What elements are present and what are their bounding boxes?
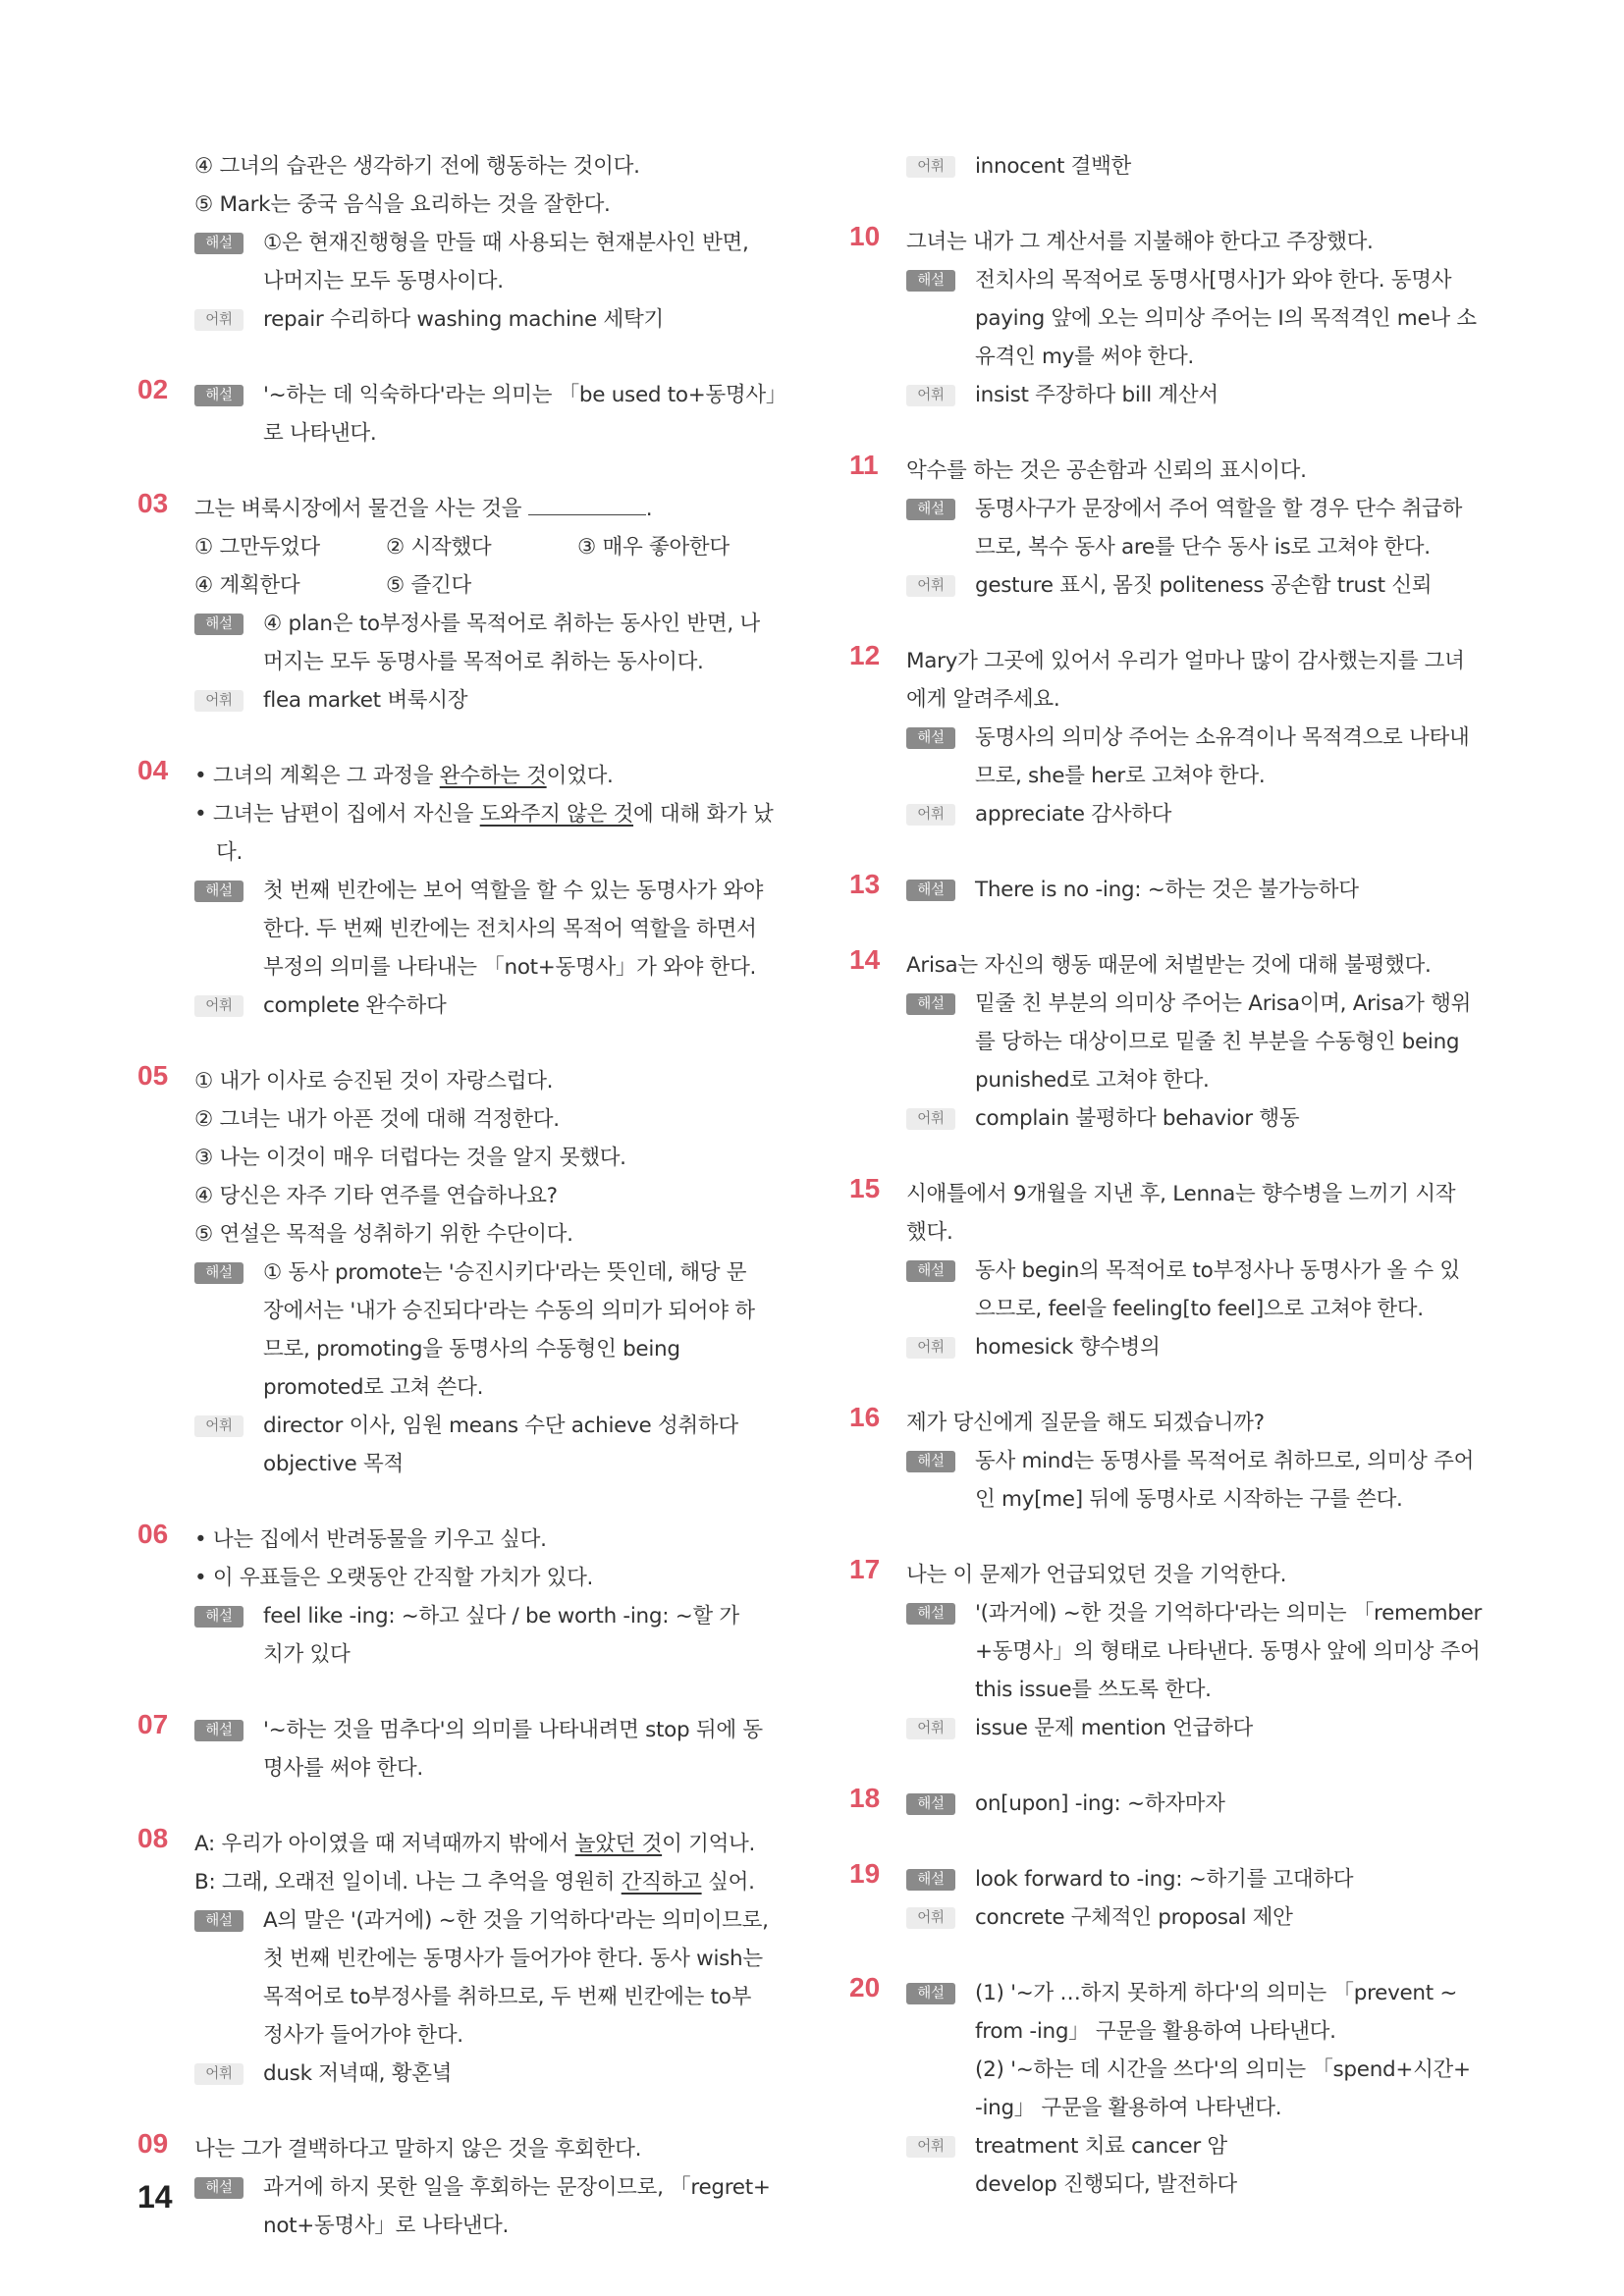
option-4: ④ 당신은 자주 기타 연주를 연습하나요?: [194, 1184, 558, 1208]
explanation-line: promoted로 고쳐 쓴다.: [263, 1375, 484, 1400]
explanation: [194, 2168, 785, 2245]
dialogue-text: 이 기억나.: [662, 1832, 756, 1856]
question-number: 20: [849, 1972, 881, 2002]
explanation-line: punished로 고쳐야 한다.: [975, 1068, 1210, 1093]
vocabulary-badge: 어휘: [194, 2063, 244, 2085]
question-stem: 악수를 하는 것은 공손함과 신뢰의 표시이다.: [906, 458, 1307, 483]
explanation-line: 첫 번째 빈칸에는 동명사가 들어가야 한다. 동사 wish는: [263, 1947, 763, 1971]
vocabulary: [906, 1099, 1486, 1138]
explanation-line: '~하는 데 익숙하다'라는 의미는 「be used to+동명사」: [263, 383, 787, 407]
vocabulary-line: insist 주장하다 bill 계산서: [975, 383, 1218, 407]
question-number: 15: [849, 1173, 881, 1203]
dialogue-line-a: [194, 1825, 785, 1863]
underlined-text: 간직하고: [621, 1870, 702, 1895]
bullet-sentence: • 이 우표들은 오랫동안 간직할 가치가 있다.: [194, 1566, 594, 1590]
explanation-line: 유격인 my를 써야 한다.: [975, 345, 1194, 369]
explanation-line: +동명사」의 형태로 나타낸다. 동명사 앞에 의미상 주어: [975, 1639, 1481, 1664]
option-1: ① 그만두었다: [194, 535, 320, 560]
explanation: [194, 376, 785, 453]
question-14: [849, 946, 1486, 1138]
vocabulary-badge: 어휘: [194, 995, 244, 1017]
explanation-badge: 해설: [906, 727, 955, 749]
question-13: [849, 871, 1486, 909]
question-stem: Arisa는 자신의 행동 때문에 처벌받는 것에 대해 불평했다.: [906, 953, 1432, 978]
question-stem: 했다.: [906, 1220, 953, 1245]
explanation: [906, 985, 1486, 1099]
explanation-badge: 해설: [194, 614, 244, 635]
explanation-badge: 해설: [906, 1983, 955, 2004]
question-01: [137, 147, 785, 339]
explanation-line: 동명사구가 문장에서 주어 역할을 할 경우 단수 취급하: [975, 497, 1463, 521]
vocabulary-badge: 어휘: [906, 156, 955, 178]
question-05: [137, 1062, 785, 1483]
explanation-line: 장에서는 '내가 승진되다'라는 수동의 의미가 되어야 하: [263, 1299, 755, 1323]
explanation-line: (2) '~하는 데 시간을 쓰다'의 의미는 「spend+시간+: [975, 2057, 1471, 2082]
explanation-badge: 해설: [194, 1262, 244, 1284]
question-stem: 시애틀에서 9개월을 지낸 후, Lenna는 향수병을 느끼기 시작: [906, 1182, 1456, 1206]
explanation-part-1: [975, 1974, 1486, 2051]
sentence-text: • 그녀는 남편이 집에서 자신을: [194, 802, 480, 827]
question-17: [849, 1556, 1486, 1747]
explanation-line: 므로, 복수 동사 are를 단수 동사 is로 고쳐야 한다.: [975, 535, 1431, 560]
question-number: 05: [137, 1060, 169, 1091]
question-09: [137, 2130, 785, 2245]
dialogue-text: 싶어.: [701, 1870, 755, 1895]
explanation-line: A의 말은 '(과거에) ~한 것을 기억하다'라는 의미이므로,: [263, 1908, 769, 1933]
underlined-text: 도와주지 않은 것: [479, 802, 634, 827]
explanation-line: 로 나타낸다.: [263, 421, 377, 446]
vocabulary-line: objective 목적: [263, 1452, 404, 1476]
explanation-line: 전치사의 목적어로 동명사[명사]가 와야 한다. 동명사: [975, 268, 1452, 293]
vocabulary: [906, 795, 1486, 833]
explanation-line: 과거에 하지 못한 일을 후회하는 문장이므로, 「regret+: [263, 2175, 771, 2200]
explanation-line: 를 당하는 대상이므로 밑줄 친 부분을 수동형인 being: [975, 1030, 1460, 1054]
bullet-sentence: • 나는 집에서 반려동물을 키우고 싶다.: [194, 1527, 547, 1552]
explanation-line: 목적어로 to부정사를 취하므로, 두 번째 빈칸에는 to부: [263, 1985, 752, 2009]
vocabulary-line: treatment 치료 cancer 암: [975, 2134, 1227, 2159]
option-3: ③ 매우 좋아한다: [577, 535, 730, 560]
option-5: ⑤ 즐긴다: [386, 573, 471, 598]
question-number: 19: [849, 1858, 881, 1889]
explanation-line: 으므로, feel을 feeling[to feel]으로 고쳐야 한다.: [975, 1297, 1424, 1321]
question-stem: 나는 이 문제가 언급되었던 것을 기억한다.: [906, 1563, 1287, 1587]
question-16: [849, 1404, 1486, 1519]
explanation-badge: 해설: [194, 1606, 244, 1628]
vocabulary: [194, 300, 785, 339]
page-number: 14: [137, 2179, 173, 2215]
left-column: [137, 147, 785, 2282]
question-number: 02: [137, 374, 169, 404]
explanation: [906, 1594, 1486, 1709]
sentence-text: 이었다.: [546, 764, 614, 788]
question-20: [849, 1974, 1486, 2204]
options: [194, 528, 785, 605]
vocabulary-line: complain 불평하다 behavior 행동: [975, 1106, 1300, 1131]
question-number: 13: [849, 869, 881, 899]
explanation-line: ①은 현재진행형을 만들 때 사용되는 현재분사인 반면,: [263, 231, 749, 255]
question-number: 07: [137, 1709, 169, 1739]
explanation: [906, 719, 1486, 795]
question-number: 06: [137, 1519, 169, 1549]
option-4: ④ 그녀의 습관은 생각하기 전에 행동하는 것이다.: [194, 154, 640, 179]
explanation-badge: 해설: [906, 1869, 955, 1891]
option-2: ② 시작했다: [386, 535, 492, 560]
explanation-line: 므로, she를 her로 고쳐야 한다.: [975, 764, 1266, 788]
question-number: 12: [849, 640, 881, 670]
explanation-badge: 해설: [906, 1793, 955, 1815]
option-1: ① 내가 이사로 승진된 것이 자랑스럽다.: [194, 1069, 554, 1094]
underlined-text: 완수하는 것: [439, 764, 547, 788]
option-4: ④ 계획한다: [194, 573, 300, 598]
explanation-line: 동사 begin의 목적어로 to부정사나 동명사가 올 수 있: [975, 1258, 1460, 1283]
question-15: [849, 1175, 1486, 1366]
explanation: [194, 1597, 785, 1674]
stem-text: .: [645, 497, 653, 521]
vocabulary: [906, 376, 1486, 414]
question-number: 03: [137, 488, 169, 518]
question-19: [849, 1860, 1486, 1937]
question-stem: 그녀는 내가 그 계산서를 지불해야 한다고 주장했다.: [906, 230, 1374, 254]
vocabulary-badge: 어휘: [906, 1718, 955, 1739]
explanation-part-2: [975, 2051, 1486, 2127]
vocabulary-badge: 어휘: [906, 1337, 955, 1359]
explanation-badge: 해설: [194, 2177, 244, 2199]
explanation-line: There is no -ing: ~하는 것은 불가능하다: [975, 878, 1359, 902]
explanation: [906, 871, 1486, 909]
vocabulary-badge: 어휘: [194, 309, 244, 331]
explanation: [906, 1785, 1486, 1823]
explanation-badge: 해설: [194, 385, 244, 406]
question-stem: 제가 당신에게 질문을 해도 되겠습니까?: [906, 1411, 1265, 1435]
explanation-line: 나머지는 모두 동명사이다.: [263, 269, 504, 294]
explanation-line: -ing」 구문을 활용하여 나타낸다.: [975, 2096, 1282, 2120]
explanation-badge: 해설: [906, 1603, 955, 1625]
vocabulary-line: complete 완수하다: [263, 993, 447, 1018]
vocabulary-line: gesture 표시, 몸짓 politeness 공손함 trust 신뢰: [975, 573, 1433, 598]
question-number: 11: [849, 450, 879, 480]
vocabulary-line: homesick 향수병의: [975, 1335, 1161, 1360]
explanation-badge: 해설: [194, 1910, 244, 1932]
explanation: [194, 1254, 785, 1407]
vocabulary: [906, 1709, 1486, 1747]
explanation-line: ④ plan은 to부정사를 목적어로 취하는 동사인 반면, 나: [263, 612, 760, 636]
explanation-line: 므로, promoting을 동명사의 수동형인 being: [263, 1337, 680, 1362]
question-08: [137, 1825, 785, 2093]
explanation-line: '~하는 것을 멈추다'의 의미를 나타내려면 stop 뒤에 동: [263, 1718, 763, 1742]
question-03: [137, 490, 785, 720]
sentence-text: • 그녀의 계획은 그 과정을: [194, 764, 440, 788]
vocabulary-line: innocent 결백한: [975, 154, 1132, 179]
vocabulary-badge: 어휘: [906, 1907, 955, 1929]
answer-blank: [528, 493, 646, 515]
question-number: 16: [849, 1402, 881, 1432]
dialogue-line-b: [194, 1863, 785, 1901]
vocabulary-badge: 어휘: [906, 385, 955, 406]
explanation-line: 동명사의 의미상 주어는 소유격이나 목적격으로 나타내: [975, 725, 1470, 750]
explanation: [194, 605, 785, 681]
option-5: ⑤ 연설은 목적을 성취하기 위한 수단이다.: [194, 1222, 573, 1247]
vocabulary-badge: 어휘: [906, 804, 955, 826]
explanation-line: 머지는 모두 동명사를 목적어로 취하는 동사이다.: [263, 650, 704, 674]
explanation-line: 인 my[me] 뒤에 동명사로 시작하는 구를 쓴다.: [975, 1487, 1403, 1512]
question-02: [137, 376, 785, 453]
question-11: [849, 452, 1486, 605]
explanation-badge: 해설: [906, 993, 955, 1015]
vocabulary-line: develop 진행되다, 발전하다: [975, 2172, 1237, 2197]
explanation-line: 정사가 들어가야 한다.: [263, 2023, 463, 2048]
vocabulary: [906, 2127, 1486, 2204]
vocabulary-badge: 어휘: [194, 690, 244, 712]
question-number: 14: [849, 944, 881, 975]
vocabulary-badge: 어휘: [906, 2136, 955, 2158]
vocabulary-line: dusk 저녁때, 황혼녘: [263, 2061, 453, 2086]
explanation-line: (1) '~가 …하지 못하게 하다'의 의미는 「prevent ~: [975, 1981, 1458, 2005]
option-3: ③ 나는 이것이 매우 더럽다는 것을 알지 못했다.: [194, 1146, 626, 1170]
explanation-badge: 해설: [906, 1451, 955, 1472]
explanation-badge: 해설: [906, 1260, 955, 1282]
explanation-line: 명사를 써야 한다.: [263, 1756, 423, 1781]
vocabulary-badge: 어휘: [194, 1415, 244, 1437]
right-column: [849, 147, 1486, 2241]
underlined-text: 놀았던 것: [574, 1832, 663, 1856]
vocabulary: [906, 1328, 1486, 1366]
explanation-line: this issue를 쓰도록 한다.: [975, 1678, 1212, 1702]
question-number: 04: [137, 755, 169, 785]
explanation-badge: 해설: [906, 499, 955, 520]
explanation-line: ① 동사 promote는 '승진시키다'라는 뜻인데, 해당 문: [263, 1260, 747, 1285]
explanation-badge: 해설: [194, 1720, 244, 1741]
question-number: 17: [849, 1554, 881, 1584]
explanation: [194, 872, 785, 987]
vocabulary-line: appreciate 감사하다: [975, 802, 1172, 827]
explanation-line: paying 앞에 오는 의미상 주어는 I의 목적격인 me나 소: [975, 306, 1477, 331]
sentence-text: 에 대해 화가 났다.: [216, 802, 774, 865]
question-number: 09: [137, 2128, 169, 2159]
question-06: [137, 1521, 785, 1674]
vocabulary-badge: 어휘: [906, 575, 955, 597]
bullet-sentence: [194, 757, 785, 795]
vocabulary-line: repair 수리하다 washing machine 세탁기: [263, 307, 664, 332]
explanation: [194, 1711, 785, 1788]
dialogue-text: B: 그래, 오래전 일이네. 나는 그 추억을 영원히: [194, 1870, 622, 1895]
explanation: [906, 1252, 1486, 1328]
explanation-line: not+동명사」로 나타낸다.: [263, 2214, 510, 2238]
vocabulary: [906, 566, 1486, 605]
question-number: 18: [849, 1783, 881, 1813]
explanation-line: 밑줄 친 부분의 의미상 주어는 Arisa이며, Arisa가 행위: [975, 991, 1472, 1016]
vocabulary-line: director 이사, 임원 means 수단 achieve 성취하다: [263, 1414, 738, 1438]
bullet-sentence: [194, 795, 785, 872]
option-2: ② 그녀는 내가 아픈 것에 대해 걱정한다.: [194, 1107, 560, 1132]
question-stem: [194, 490, 785, 528]
question-04: [137, 757, 785, 1025]
explanation-line: 부정의 의미를 나타내는 「not+동명사」가 와야 한다.: [263, 955, 757, 980]
vocabulary: [906, 1898, 1486, 1937]
question-number: 10: [849, 221, 881, 251]
explanation: [906, 1974, 1486, 2127]
vocabulary-line: flea market 벼룩시장: [263, 688, 468, 713]
vocabulary-badge: 어휘: [906, 1108, 955, 1130]
question-09-cont: [849, 147, 1486, 186]
explanation-line: from -ing」 구문을 활용하여 나타낸다.: [975, 2019, 1336, 2044]
explanation-line: 치가 있다: [263, 1642, 351, 1667]
explanation-badge: 해설: [194, 233, 244, 254]
explanation-line: 한다. 두 번째 빈칸에는 전치사의 목적어 역할을 하면서: [263, 917, 757, 941]
explanation-badge: 해설: [906, 270, 955, 292]
dialogue-text: A: 우리가 아이였을 때 저녁때까지 밖에서: [194, 1832, 575, 1856]
question-stem: Mary가 그곳에 있어서 우리가 얼마나 많이 감사했는지를 그녀: [906, 649, 1465, 673]
explanation: [194, 224, 785, 300]
explanation: [906, 261, 1486, 376]
explanation-badge: 해설: [194, 881, 244, 902]
explanation-line: feel like -ing: ~하고 싶다 / be worth -ing: ~할 가: [263, 1604, 739, 1629]
explanation: [194, 1901, 785, 2055]
question-stem: 에게 알려주세요.: [906, 687, 1060, 712]
explanation: [906, 1442, 1486, 1519]
explanation-line: 첫 번째 빈칸에는 보어 역할을 할 수 있는 동명사가 와야: [263, 879, 764, 903]
explanation: [906, 1860, 1486, 1898]
explanation-line: 동사 mind는 동명사를 목적어로 취하므로, 의미상 주어: [975, 1449, 1475, 1473]
question-number: 08: [137, 1823, 169, 1853]
explanation-badge: 해설: [906, 880, 955, 901]
vocabulary: [194, 2055, 785, 2093]
question-07: [137, 1711, 785, 1788]
vocabulary: [906, 147, 1486, 186]
vocabulary: [194, 681, 785, 720]
stem-text: 그는 벼룩시장에서 물건을 사는 것을: [194, 497, 522, 521]
vocabulary: [194, 1407, 785, 1483]
explanation: [906, 490, 1486, 566]
question-12: [849, 642, 1486, 833]
question-10: [849, 223, 1486, 414]
explanation-line: look forward to -ing: ~하기를 고대하다: [975, 1867, 1354, 1892]
question-18: [849, 1785, 1486, 1823]
vocabulary-line: concrete 구체적인 proposal 제안: [975, 1905, 1293, 1930]
explanation-line: on[upon] -ing: ~하자마자: [975, 1791, 1225, 1816]
vocabulary: [194, 987, 785, 1025]
option-5: ⑤ Mark는 중국 음식을 요리하는 것을 잘한다.: [194, 192, 611, 217]
question-stem: 나는 그가 결백하다고 말하지 않은 것을 후회한다.: [194, 2137, 642, 2162]
vocabulary-line: issue 문제 mention 언급하다: [975, 1716, 1254, 1740]
explanation-line: '(과거에) ~한 것을 기억하다'라는 의미는 「remember: [975, 1601, 1483, 1626]
